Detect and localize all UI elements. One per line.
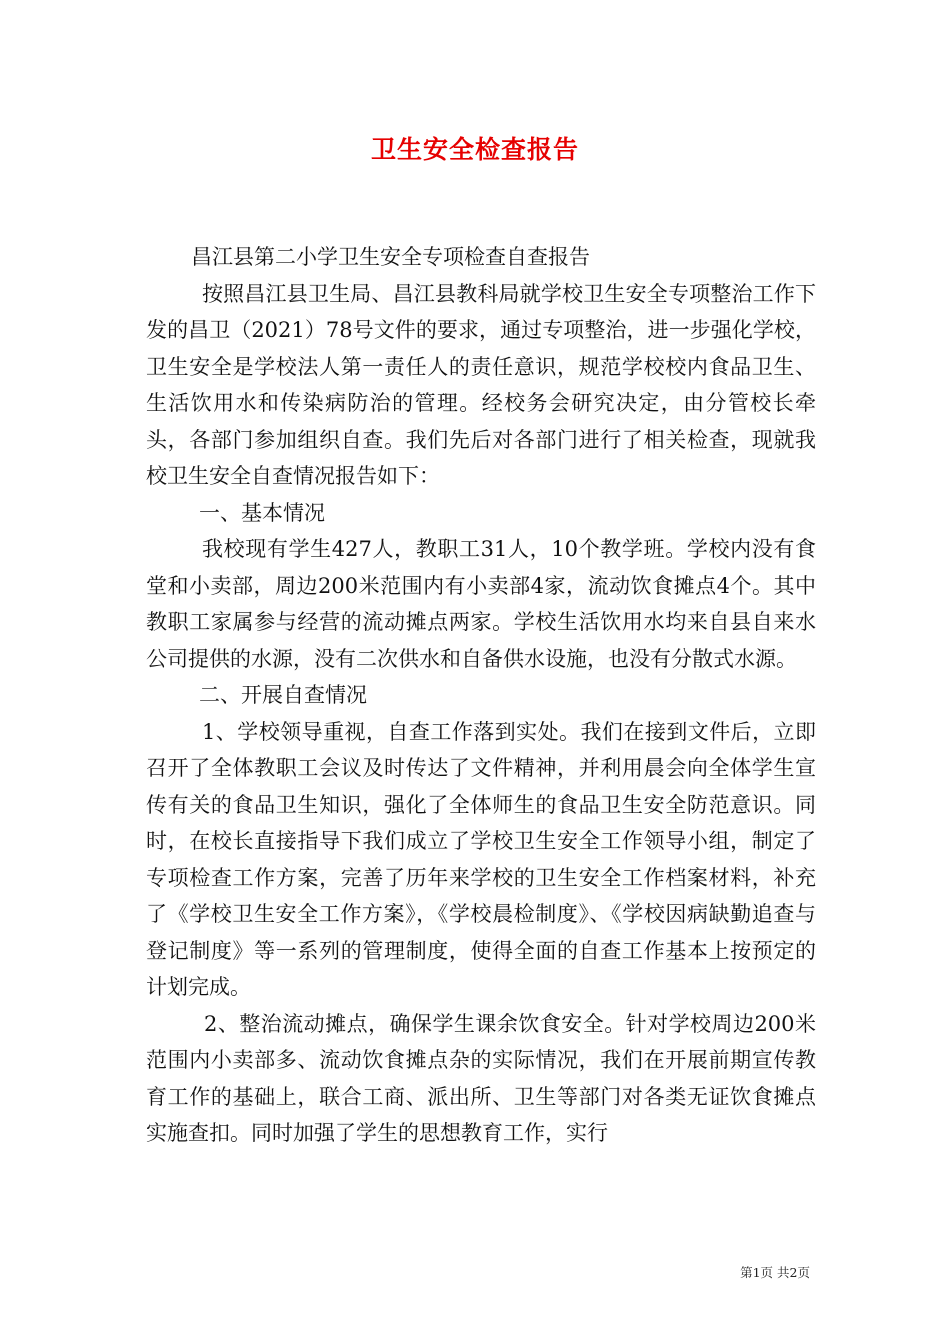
- section-heading-basic: 一、基本情况: [199, 500, 325, 525]
- paragraph-intro: 按照昌江县卫生局、昌江县教科局就学校卫生安全专项整治工作下发的昌卫（2021）78号文件的要求，通过专项整治，进一步强化学校，卫生安全是学校法人第一责任人的责任意识，规范学校校内食品卫生、生活饮用水和传染病防治的管理。经校务会研究决定，由分管校长牵头，各部门参加组织自查。我们先后对各部门进行了相关检查，现就我校卫生安全自查情况报告如下：: [146, 281, 816, 488]
- section-heading-selfcheck: 二、开展自查情况: [199, 683, 367, 707]
- paragraph-item-1: 1、学校领导重视，自查工作落到实处。我们在接到文件后，立即召开了全体教职工会议及时传达了文件精神，并利用晨会向全体学生宣传有关的食品卫生知识，强化了全体师生的食品卫生安全防范意识。同时，在校长直接指导下我们成立了学校卫生安全工作领导小组，制定了专项检查工作方案，完善了历年来学校的卫生安全工作档案材料，补充了《学校卫生安全工作方案》，《学校晨检制度》、《学校因病缺勤追查与登记制度》等一系列的管理制度，使得全面的自查工作基本上按预定的计划完成。: [146, 719, 816, 999]
- document-subtitle: 昌江县第二小学卫生安全专项检查自查报告: [191, 245, 590, 269]
- page-number: 第1页 共2页: [740, 1265, 810, 1280]
- document-body: [146, 239, 816, 1152]
- paragraph-item-2: 2、整治流动摊点，确保学生课余饮食安全。针对学校周边200米范围内小卖部多、流动饮食摊点杂的实际情况，我们在开展前期宣传教育工作的基础上，联合工商、派出所、卫生等部门对各类无证饮食摊点实施查扣。同时加强了学生的思想教育工作，实行: [146, 1011, 816, 1145]
- document-title: 卫生安全检查报告: [370, 135, 579, 164]
- paragraph-basic-info: 我校现有学生427人，教职工31人，10个教学班。学校内没有食堂和小卖部，周边200米范围内有小卖部4家，流动饮食摊点4个。其中教职工家属参与经营的流动摊点两家。学校生活饮用水均来自县自来水公司提供的水源，没有二次供水和自备供水设施，也没有分散式水源。: [146, 537, 816, 671]
